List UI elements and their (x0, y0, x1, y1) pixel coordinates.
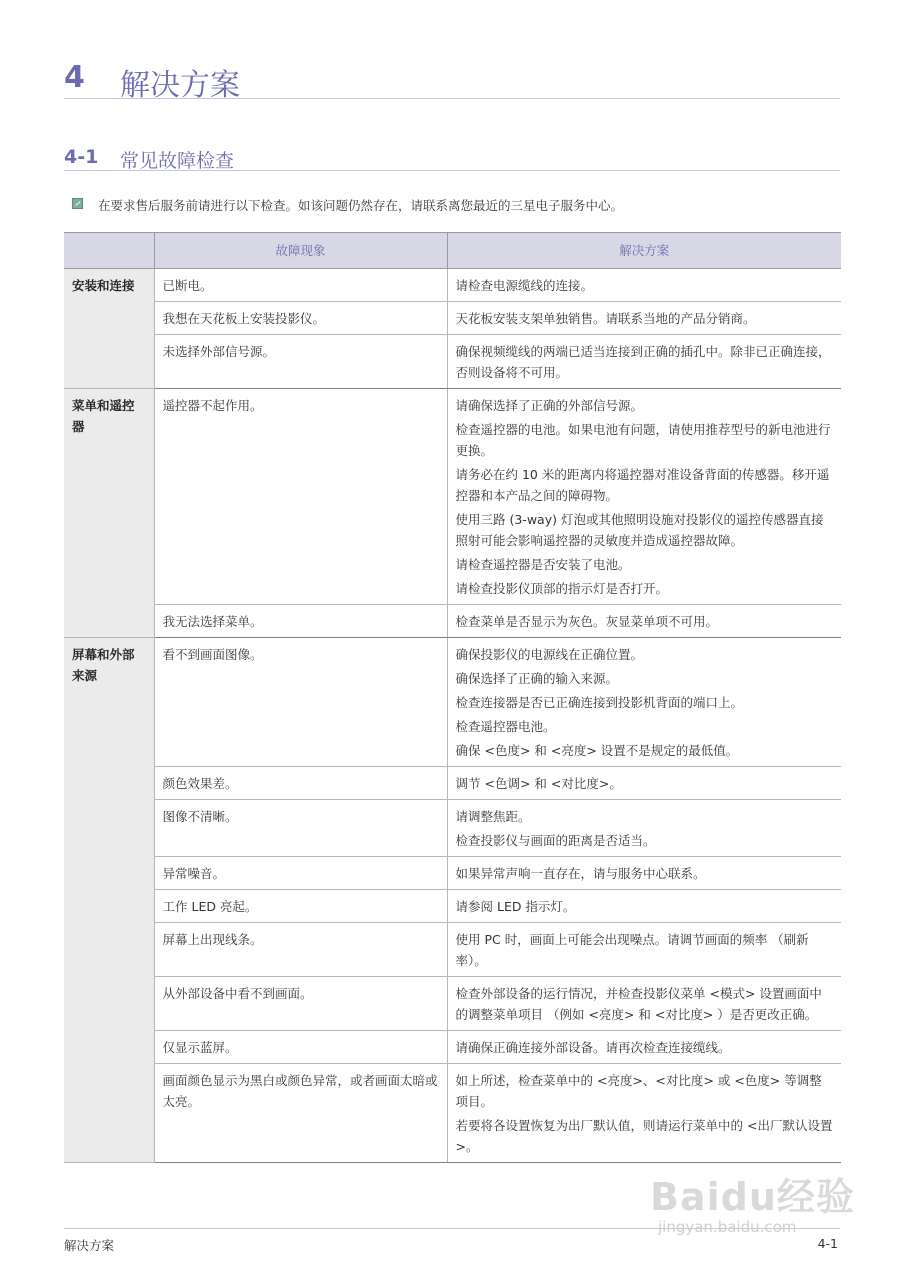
symptom-cell: 异常噪音。 (154, 857, 447, 890)
footer-chapter-label: 解决方案 (64, 1238, 115, 1253)
header-solution: 解决方案 (447, 233, 841, 269)
table-row (64, 977, 841, 1031)
table-row (64, 800, 841, 857)
category-cell: 安装和连接 (64, 269, 154, 389)
symptom-cell: 颜色效果差。 (154, 767, 447, 800)
symptom-cell: 已断电。 (154, 269, 447, 302)
table-header-row (64, 233, 841, 269)
table-row (64, 890, 841, 923)
table-body (64, 269, 841, 1163)
solution-line: 检查遥控器的电池。如果电池有问题，请使用推荐型号的新电池进行更换。 (455, 422, 831, 458)
table-row (64, 302, 841, 335)
solution-line: 检查外部设备的运行情况，并检查投影仪菜单 <模式> 设置画面中的调整菜单项目 （例如 <亮度> 和 <对比度> ）是否更改正确。 (455, 986, 822, 1022)
solution-cell (447, 923, 841, 977)
solution-line: 若要将各设置恢复为出厂默认值，则请运行菜单中的 <出厂默认设置>。 (455, 1118, 833, 1154)
table-row (64, 1064, 841, 1163)
solution-cell (447, 389, 841, 605)
solution-line: 如上所述，检查菜单中的 <亮度>、<对比度> 或 <色度> 等调整项目。 (455, 1073, 822, 1109)
solution-line: 请确保选择了正确的外部信号源。 (455, 398, 644, 413)
solution-line: 检查投影仪与画面的距离是否适当。 (455, 833, 656, 848)
solution-line: 请参阅 LED 指示灯。 (455, 899, 576, 914)
symptom-cell: 仅显示蓝屏。 (154, 1031, 447, 1064)
symptom-cell: 看不到画面图像。 (154, 638, 447, 767)
section-title: 常见故障检查 (120, 150, 235, 172)
header-category (64, 233, 154, 269)
solution-cell (447, 890, 841, 923)
solution-line: 确保选择了正确的输入来源。 (455, 671, 619, 686)
solution-line: 请调整焦距。 (455, 809, 531, 824)
solution-line: 调节 <色调> 和 <对比度>。 (455, 776, 622, 791)
solution-line: 使用 PC 时，画面上可能会出现噪点。请调节画面的频率 （刷新率）。 (455, 932, 809, 968)
symptom-cell: 图像不清晰。 (154, 800, 447, 857)
solution-cell (447, 977, 841, 1031)
table-row (64, 767, 841, 800)
note-text: 在要求售后服务前请进行以下检查。如该问题仍然存在，请联系离您最近的三星电子服务中心。 (98, 198, 624, 213)
symptom-cell: 我无法选择菜单。 (154, 605, 447, 638)
symptom-cell: 从外部设备中看不到画面。 (154, 977, 447, 1031)
header-symptom: 故障现象 (154, 233, 447, 269)
table-row (64, 1031, 841, 1064)
solution-line: 检查遥控器电池。 (455, 719, 556, 734)
table-row (64, 269, 841, 302)
chapter-number: 4 (64, 60, 85, 95)
solution-line: 检查连接器是否已正确连接到投影机背面的端口上。 (455, 695, 744, 710)
category-cell: 屏幕和外部来源 (64, 638, 154, 1163)
section-number: 4-1 (64, 146, 99, 168)
solution-cell (447, 1031, 841, 1064)
note-icon (72, 198, 83, 209)
baidu-watermark (640, 1160, 860, 1250)
solution-line: 请检查投影仪顶部的指示灯是否打开。 (455, 581, 669, 596)
solution-cell (447, 269, 841, 302)
table-row (64, 605, 841, 638)
section-heading (64, 146, 840, 171)
solution-line: 请检查遥控器是否安装了电池。 (455, 557, 631, 572)
symptom-cell: 遥控器不起作用。 (154, 389, 447, 605)
symptom-cell: 画面颜色显示为黑白或颜色异常，或者画面太暗或太亮。 (154, 1064, 447, 1163)
symptom-cell: 屏幕上出现线条。 (154, 923, 447, 977)
solution-line: 请检查电源缆线的连接。 (455, 278, 594, 293)
solution-line: 如果异常声响一直存在，请与服务中心联系。 (455, 866, 706, 881)
solution-line: 确保视频缆线的两端已适当连接到正确的插孔中。除非已正确连接，否则设备将不可用。 (455, 344, 831, 380)
solution-line: 检查菜单是否显示为灰色。灰显菜单项不可用。 (455, 614, 719, 629)
footer-page-number: 4-1 (817, 1236, 838, 1251)
watermark-brand: Baidu经验 (650, 1175, 855, 1219)
chapter-heading (64, 58, 840, 103)
table-row (64, 389, 841, 605)
solution-cell (447, 605, 841, 638)
solution-line: 请确保正确连接外部设备。请再次检查连接缆线。 (455, 1040, 731, 1055)
solution-line: 使用三路 (3-way) 灯泡或其他照明设施对投影仪的遥控传感器直接照射可能会影响遥控器的灵敏度并造成遥控器故障。 (455, 512, 824, 548)
solution-cell (447, 767, 841, 800)
symptom-cell: 我想在天花板上安装投影仪。 (154, 302, 447, 335)
symptom-cell: 工作 LED 亮起。 (154, 890, 447, 923)
table-row (64, 857, 841, 890)
solution-cell (447, 1064, 841, 1163)
table-row (64, 335, 841, 389)
table-row (64, 923, 841, 977)
solution-cell (447, 302, 841, 335)
category-cell: 菜单和遥控器 (64, 389, 154, 638)
solution-line: 确保投影仪的电源线在正确位置。 (455, 647, 644, 662)
solution-cell (447, 800, 841, 857)
solution-cell (447, 857, 841, 890)
watermark-url: jingyan.baidu.com (658, 1218, 797, 1236)
symptom-cell: 未选择外部信号源。 (154, 335, 447, 389)
solution-cell (447, 638, 841, 767)
solution-line: 确保 <色度> 和 <亮度> 设置不是规定的最低值。 (455, 743, 739, 758)
table-row (64, 638, 841, 767)
chapter-title: 解决方案 (120, 68, 240, 103)
solution-line: 天花板安装支架单独销售。请联系当地的产品分销商。 (455, 311, 756, 326)
troubleshooting-table (64, 232, 841, 1163)
solution-line: 请务必在约 10 米的距离内将遥控器对准设备背面的传感器。移开遥控器和本产品之间的障碍物。 (455, 467, 830, 503)
solution-cell (447, 335, 841, 389)
